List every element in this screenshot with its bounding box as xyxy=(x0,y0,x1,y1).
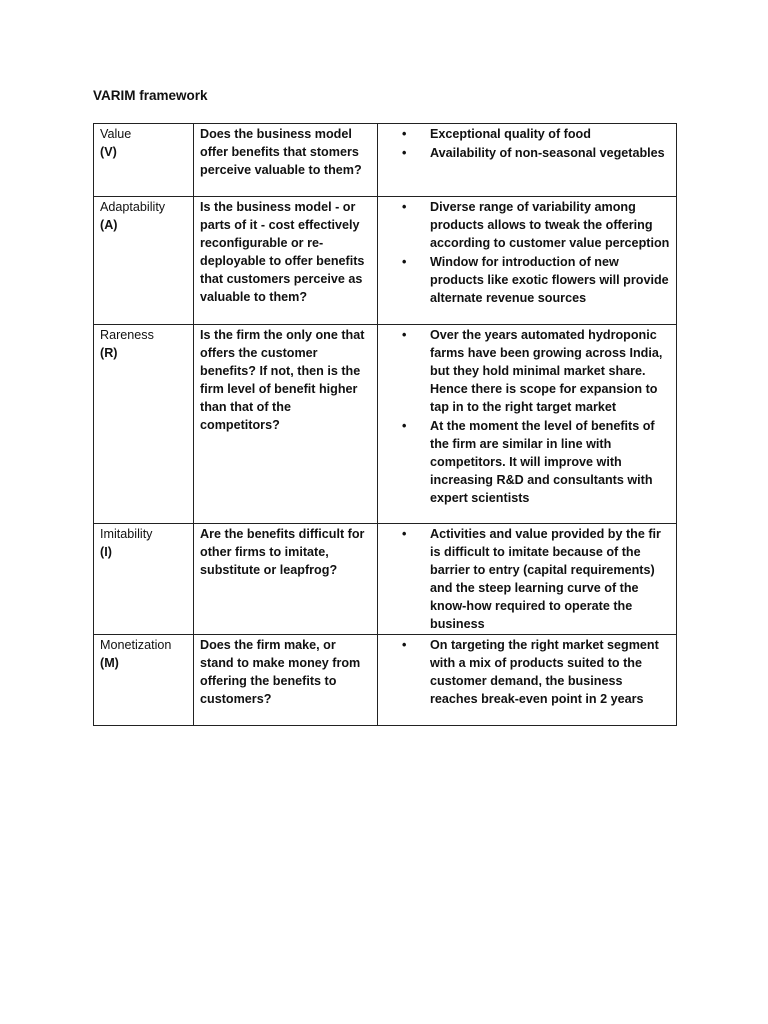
list-item: • Availability of non-seasonal vegetables xyxy=(402,146,665,160)
dimension-cell xyxy=(94,197,194,325)
dimension-name: Adaptability xyxy=(100,200,166,214)
question-cell: Are the benefits difficult for other firms to imitate, substitute or leapfrog? xyxy=(194,524,378,635)
list-item: • Over the years automated hydroponic farms have been growing across India, but they hold minimal market share. Hence there is scope for expansion to tap in to the right target market xyxy=(402,328,663,414)
bullet-icon: • xyxy=(402,127,407,141)
dimension-code: (R) xyxy=(100,346,118,360)
dimension-code: (I) xyxy=(100,545,112,559)
list-item: • At the moment the level of benefits of the firm are similar in line with competitors. It will improve with increasing R&D and consultants with expert scientists xyxy=(402,419,655,505)
dimension-cell xyxy=(94,325,194,524)
bullet-icon: • xyxy=(402,255,407,269)
list-item: • Exceptional quality of food xyxy=(402,127,591,141)
bullet-list xyxy=(384,326,671,507)
dimension-code: (M) xyxy=(100,656,119,670)
table-row-adaptability xyxy=(94,197,677,325)
question-cell: Does the business model offer benefits that stomers perceive valuable to them? xyxy=(194,124,378,197)
list-item: • On targeting the right market segment with a mix of products suited to the customer demand, the business reaches break-even point in 2 years xyxy=(402,638,659,706)
bullet-icon: • xyxy=(402,146,407,160)
points-cell xyxy=(378,124,677,197)
dimension-name: Rareness xyxy=(100,328,154,342)
list-item: • Window for introduction of new products like exotic flowers will provide alternate revenue sources xyxy=(402,255,669,305)
bullet-list xyxy=(384,198,671,307)
list-item: • Diverse range of variability among products allows to tweak the offering according to customer value perception xyxy=(402,200,670,250)
table-row-imitability xyxy=(94,524,677,635)
bullet-icon: • xyxy=(402,527,407,541)
dimension-name: Value xyxy=(100,127,132,141)
points-cell xyxy=(378,635,677,726)
bullet-list xyxy=(384,125,671,162)
points-cell xyxy=(378,524,677,635)
bullet-list xyxy=(384,525,671,633)
document-title: VARIM framework xyxy=(93,88,208,103)
table-row-value xyxy=(94,124,677,197)
dimension-cell xyxy=(94,635,194,726)
points-cell xyxy=(378,197,677,325)
bullet-icon: • xyxy=(402,419,407,433)
table-row-rareness xyxy=(94,325,677,524)
list-item: • Activities and value provided by the fir is difficult to imitate because of the barrier to entry (capital requirements) and the steep learning curve of the know-how required to operate the business xyxy=(402,527,661,631)
dimension-code: (V) xyxy=(100,145,117,159)
question-cell: Does the firm make, or stand to make money from offering the benefits to customers? xyxy=(194,635,378,726)
table-row-monetization xyxy=(94,635,677,726)
varim-table xyxy=(93,123,677,726)
dimension-name: Imitability xyxy=(100,527,153,541)
bullet-icon: • xyxy=(402,200,407,214)
bullet-icon: • xyxy=(402,638,407,652)
question-cell: Is the firm the only one that offers the customer benefits? If not, then is the firm level of benefit higher than that of the competitors? xyxy=(194,325,378,524)
dimension-cell xyxy=(94,124,194,197)
dimension-name: Monetization xyxy=(100,638,172,652)
bullet-list xyxy=(384,636,671,708)
dimension-code: (A) xyxy=(100,218,118,232)
points-cell xyxy=(378,325,677,524)
dimension-cell xyxy=(94,524,194,635)
question-cell: Is the business model - or parts of it - cost effectively reconfigurable or re-deployable to offer benefits that customers perceive as valuable to them? xyxy=(194,197,378,325)
bullet-icon: • xyxy=(402,328,407,342)
